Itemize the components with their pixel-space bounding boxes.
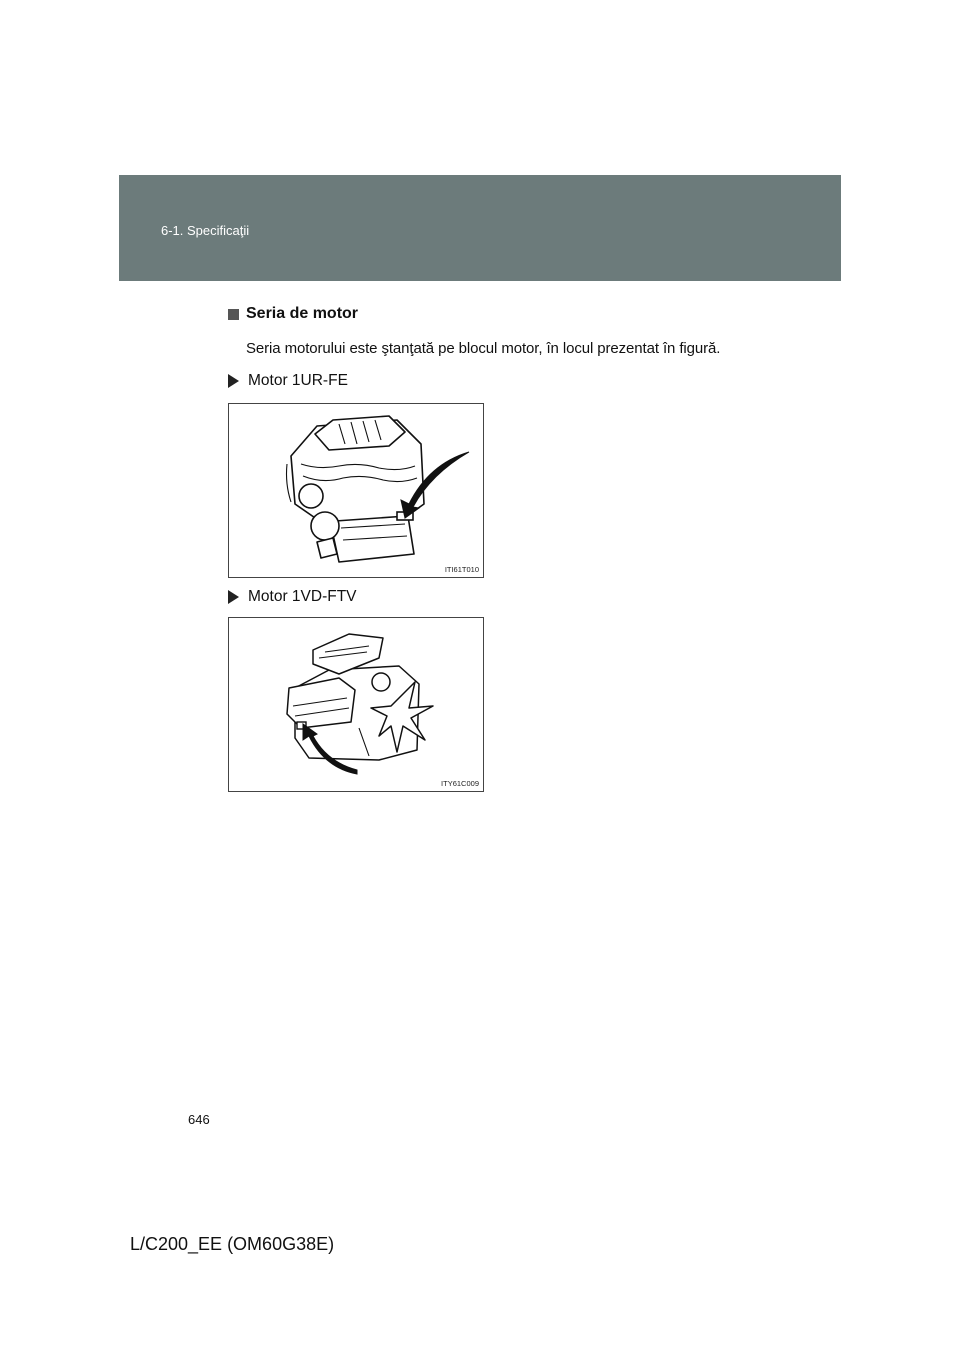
engine-1ur-illustration (229, 404, 483, 577)
chapter-header-band (119, 175, 841, 281)
triangle-bullet-icon (228, 590, 239, 604)
engine-figure-1vd (228, 617, 484, 792)
page-number: 646 (188, 1112, 210, 1127)
engine-label-text: Motor 1UR-FE (248, 372, 348, 389)
figure-code: ITY61C009 (441, 779, 479, 788)
figure-code: ITI61T010 (444, 565, 479, 574)
engine-label-1ur (228, 372, 348, 390)
heading-text: Seria de motor (246, 305, 359, 322)
triangle-bullet-icon (228, 374, 239, 388)
section-heading (228, 305, 358, 323)
description-paragraph: Seria motorului este ştanţată pe blocul motor, în locul prezentat în figură. (246, 340, 721, 357)
section-title: 6-1. Specificaţii (161, 223, 250, 238)
square-bullet-icon (228, 309, 239, 320)
document-code: L/C200_EE (OM60G38E) (130, 1234, 335, 1254)
engine-1vd-illustration (229, 618, 483, 791)
engine-label-text: Motor 1VD-FTV (248, 588, 357, 605)
engine-figure-1ur (228, 403, 484, 578)
engine-label-1vd (228, 588, 357, 606)
